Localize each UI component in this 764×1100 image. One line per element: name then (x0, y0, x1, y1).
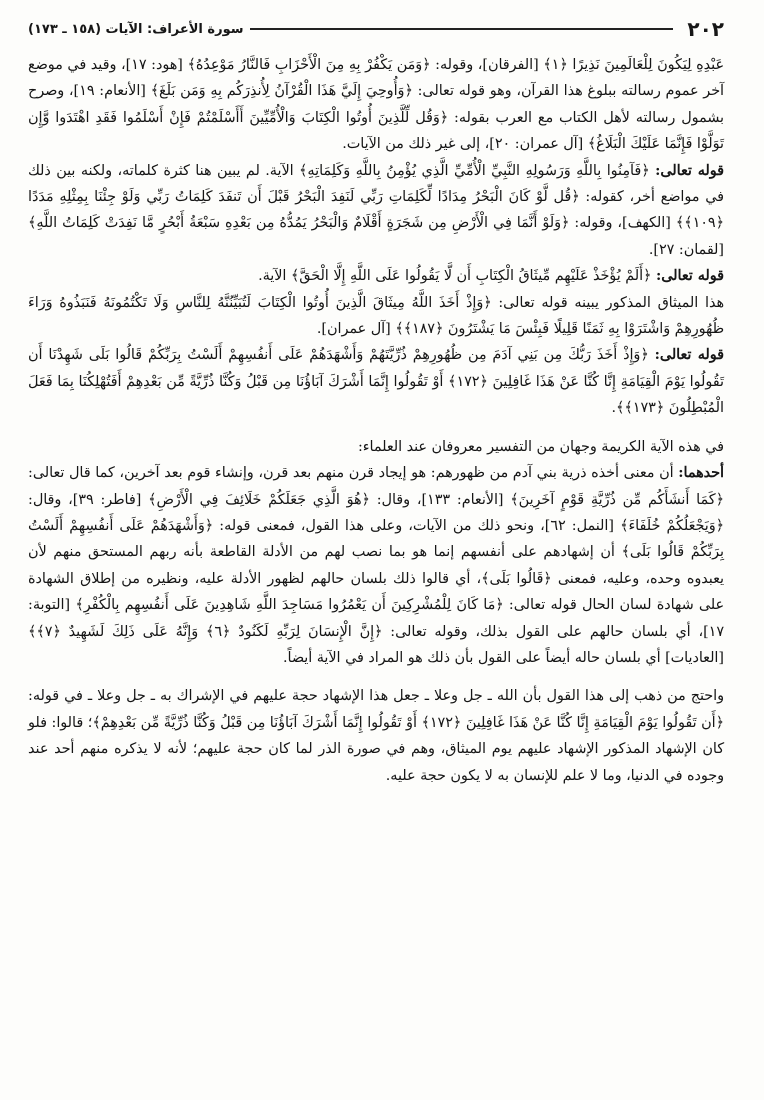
paragraph-lead: قوله تعالى: (654, 347, 724, 364)
running-title: سورة الأعراف: الآيات (١٥٨ ـ ١٧٣) (28, 21, 244, 37)
paragraph-text: ﴿فَآمِنُوا بِاللَّهِ وَرَسُولِهِ النَّبِيِّ الْأُمِّيِّ الَّذِي يُؤْمِنُ بِاللَّهِ وَكَلِمَاتِهِ﴾ الآية. لم يبين هنا كثرة كلماته، ولكنه بين ذلك في مواضع أخر، كقوله: ﴿قُل لَّوْ كَانَ الْبَحْرُ مِدَادًا لِّكَلِمَاتِ رَبِّي لَنَفِدَ الْبَحْرُ قَبْلَ أَن تَنفَدَ كَلِمَاتُ رَبِّي وَلَوْ جِئْنَا بِمِثْلِهِ مَدَدًا ﴿١٠٩﴾﴾ [الكهف]، وقوله: ﴿وَلَوْ أَنَّمَا فِي الْأَرْضِ مِن شَجَرَةٍ أَقْلَامٌ وَالْبَحْرُ يَمُدُّهُ مِن بَعْدِهِ سَبْعَةُ أَبْحُرٍ مَّا نَفِدَتْ كَلِمَاتُ اللَّهِ﴾ [لقمان: ٢٧]. (28, 162, 724, 258)
paragraph-6 (28, 434, 724, 460)
paragraph-8 (28, 683, 724, 789)
paragraph-text: في هذه الآية الكريمة وجهان من التفسير معروفان عند العلماء: (357, 438, 724, 455)
paragraph-lead: قوله تعالى: (655, 268, 724, 285)
page-number: ٢٠٢ (687, 17, 724, 41)
paragraph-4 (28, 290, 724, 343)
paragraph-7 (28, 460, 724, 671)
header-rule (250, 28, 674, 30)
page-body (28, 52, 724, 789)
paragraph-text: ﴿وَإِذْ أَخَذَ رَبُّكَ مِن بَنِي آدَمَ مِن ظُهُورِهِمْ ذُرِّيَّتَهُمْ وَأَشْهَدَهُمْ عَلَى أَنفُسِهِمْ أَلَسْتُ بِرَبِّكُمْ قَالُوا بَلَى شَهِدْنَا أَن تَقُولُوا يَوْمَ الْقِيَامَةِ إِنَّا كُنَّا عَنْ هَذَا غَافِلِينَ ﴿١٧٢﴾ أَوْ تَقُولُوا إِنَّمَا أَشْرَكَ آبَاؤُنَا مِن قَبْلُ وَكُنَّا ذُرِّيَّةً مِّن بَعْدِهِمْ أَفَتُهْلِكُنَا بِمَا فَعَلَ الْمُبْطِلُونَ ﴿١٧٣﴾﴾. (28, 347, 724, 417)
paragraph-3 (28, 263, 724, 289)
paragraph-text: أن معنى أخذه ذرية بني آدم من ظهورهم: هو إيجاد قرن منهم بعد قرن، وإنشاء قوم بعد آخرين، كما قال تعالى: ﴿كَمَا أَنشَأَكُم مِّن ذُرِّيَّةِ قَوْمٍ آخَرِينَ﴾ [الأنعام: ١٣٣]، وقال: ﴿هُوَ الَّذِي جَعَلَكُمْ خَلَائِفَ فِي الْأَرْضِ﴾ [فاطر: ٣٩]، وقال: ﴿وَيَجْعَلُكُمْ خُلَفَاءَ﴾ [النمل: ٦٢]، ونحو ذلك من الآيات، وعلى هذا القول، فمعنى قوله: ﴿وَأَشْهَدَهُمْ عَلَى أَنفُسِهِمْ أَلَسْتُ بِرَبِّكُمْ قَالُوا بَلَى﴾ أن إشهادهم على أنفسهم إنما هو بما نصب لهم من الأدلة القاطعة بأنه ربهم المستحق منهم لأن يعبدوه وحده، وعليه، فمعنى ﴿قَالُوا بَلَى﴾، أي قالوا ذلك بلسان حالهم لظهور الأدلة عليه، ونظيره من إطلاق الشهادة على شهادة لسان الحال قوله تعالى: ﴿مَا كَانَ لِلْمُشْرِكِينَ أَن يَعْمُرُوا مَسَاجِدَ اللَّهِ شَاهِدِينَ عَلَى أَنفُسِهِم بِالْكُفْرِ﴾ [التوبة: ١٧]، أي بلسان حالهم على القول بذلك، وقوله تعالى: ﴿إِنَّ الْإِنسَانَ لِرَبِّهِ لَكَنُودٌ ﴿٦﴾ وَإِنَّهُ عَلَى ذَلِكَ لَشَهِيدٌ ﴿٧﴾﴾ [العاديات] أي بلسان حاله أيضاً على القول بأن ذلك هو المراد في الآية أيضاً. (28, 465, 725, 666)
page-header (28, 14, 724, 44)
paragraph-text: ﴿أَلَمْ يُؤْخَذْ عَلَيْهِم مِّيثَاقُ الْكِتَابِ أَن لَّا يَقُولُوا عَلَى اللَّهِ إِلَّا الْحَقَّ﴾ الآية. (258, 268, 652, 285)
paragraph-lead: قوله تعالى: (655, 162, 724, 179)
paragraph-1 (28, 52, 724, 158)
paragraph-2 (28, 158, 724, 264)
paragraph-text: عَبْدِهِ لِيَكُونَ لِلْعَالَمِينَ نَذِيرًا ﴿١﴾ [الفرقان]، وقوله: ﴿وَمَن يَكْفُرْ بِهِ مِنَ الْأَحْزَابِ فَالنَّارُ مَوْعِدُهُ﴾ [هود: ١٧]، وقيد في موضع آخر عموم رسالته ببلوغ هذا القرآن، وهو قوله تعالى: ﴿وَأُوحِيَ إِلَيَّ هَذَا الْقُرْآنُ لِأُنذِرَكُم بِهِ وَمَن بَلَغَ﴾ [الأنعام: ١٩]، وصرح بشمول رسالته لأهل الكتاب مع العرب بقوله: ﴿وَقُل لِّلَّذِينَ أُوتُوا الْكِتَابَ وَالْأُمِّيِّينَ أَأَسْلَمْتُمْ فَإِنْ أَسْلَمُوا فَقَدِ اهْتَدَوا وَّإِن تَوَلَّوْا فَإِنَّمَا عَلَيْكَ الْبَلَاغُ﴾ [آل عمران: ٢٠]، إلى غير ذلك من الآيات. (28, 57, 725, 153)
paragraph-5 (28, 342, 724, 421)
paragraph-text: هذا الميثاق المذكور يبينه قوله تعالى: ﴿وَإِذْ أَخَذَ اللَّهُ مِيثَاقَ الَّذِينَ أُوتُوا الْكِتَابَ لَتُبَيِّنُنَّهُ لِلنَّاسِ وَلَا تَكْتُمُونَهُ فَنَبَذُوهُ وَرَاءَ ظُهُورِهِمْ وَاشْتَرَوْا بِهِ ثَمَنًا قَلِيلًا فَبِئْسَ مَا يَشْتَرُونَ ﴿١٨٧﴾﴾ [آل عمران]. (28, 294, 724, 338)
paragraph-text: واحتج من ذهب إلى هذا القول بأن الله ـ جل وعلا ـ جعل هذا الإشهاد حجة عليهم في الإشراك به ـ جل وعلا ـ في قوله: ﴿أَن تَقُولُوا يَوْمَ الْقِيَامَةِ إِنَّا كُنَّا عَنْ هَذَا غَافِلِينَ ﴿١٧٢﴾ أَوْ تَقُولُوا إِنَّمَا أَشْرَكَ آبَاؤُنَا مِن قَبْلُ وَكُنَّا ذُرِّيَّةً مِّن بَعْدِهِمْ﴾؛ قالوا: فلو كان الإشهاد المذكور الإشهاد عليهم يوم الميثاق، وهم في صورة الذر لما كان حجة عليهم؛ لأنه لا يذكره منهم أحد عند وجوده في الدنيا، وما لا علم للإنسان به لا يكون حجة عليه. (28, 688, 724, 784)
paragraph-lead: أحدهما: (678, 465, 724, 482)
